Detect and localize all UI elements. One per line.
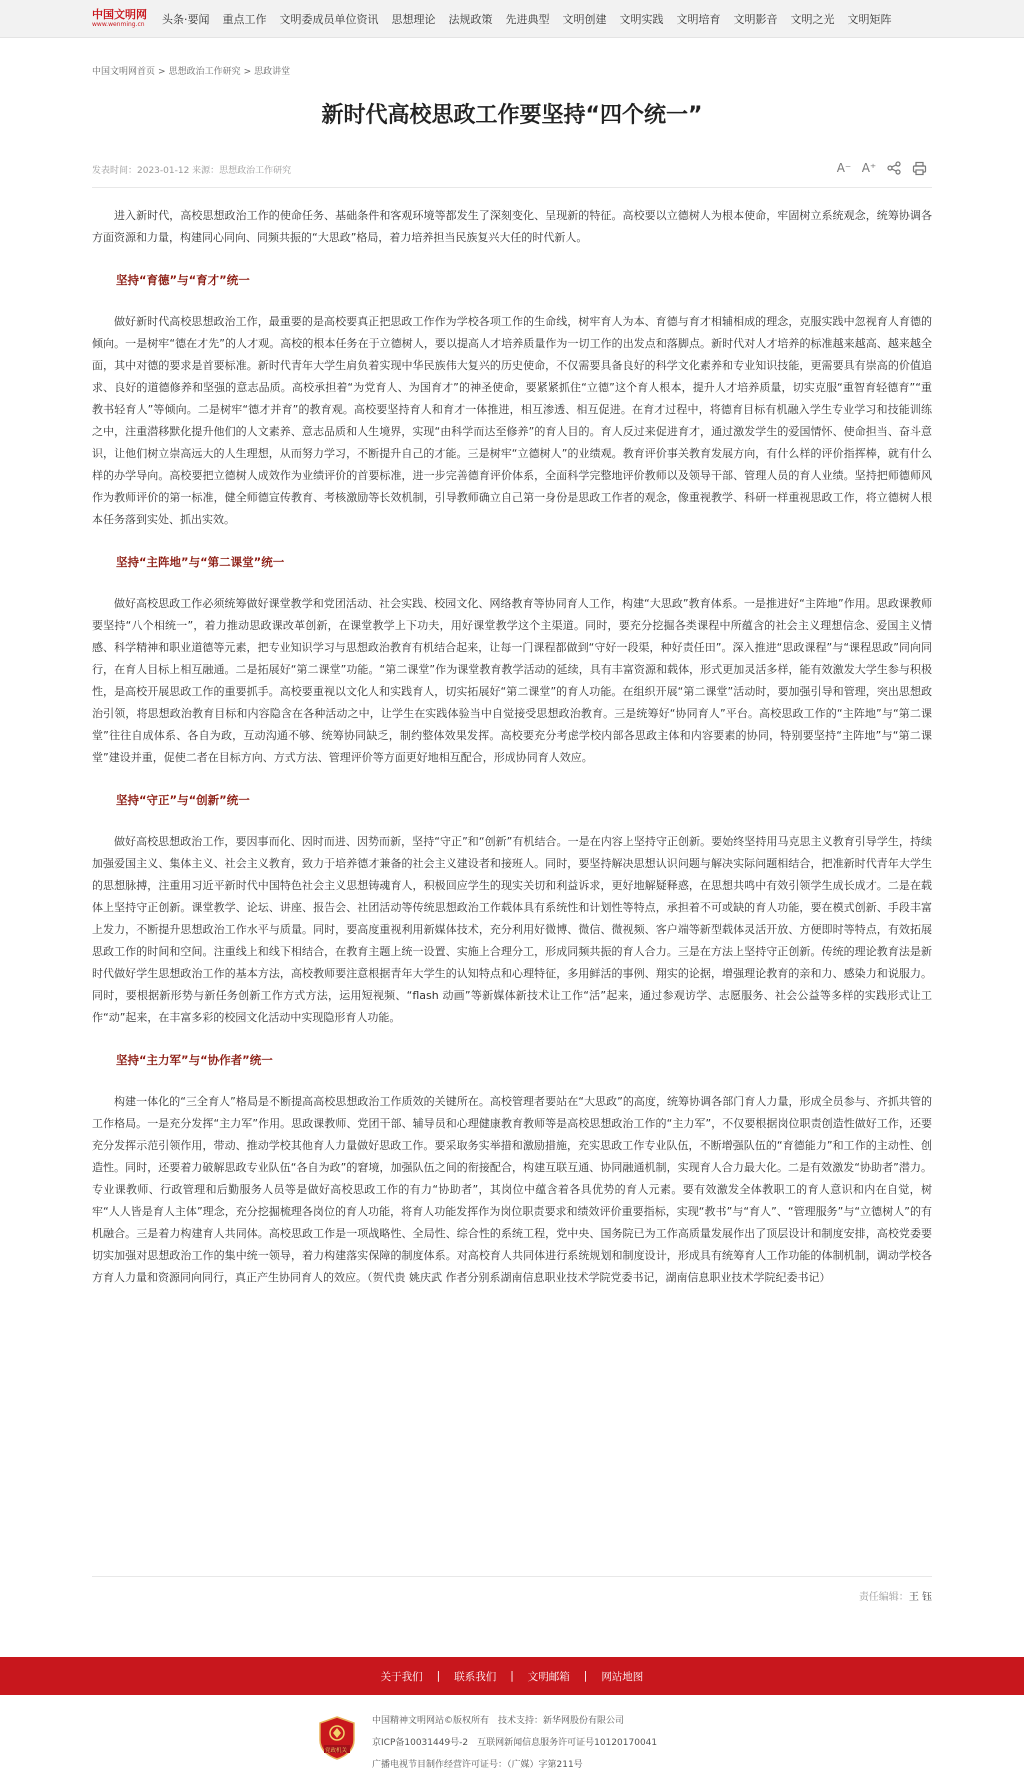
breadcrumb-item-2[interactable]: 思想政治工作研究: [168, 67, 241, 77]
font-increase-icon: A⁺: [861, 161, 877, 175]
article-meta: [92, 159, 932, 179]
site-logo[interactable]: [92, 6, 150, 32]
article-tools: [828, 159, 928, 177]
breadcrumb: [92, 64, 290, 77]
nav-item-10[interactable]: 文明影音: [733, 12, 778, 26]
nav-item-3[interactable]: 文明委成员单位资讯: [279, 12, 379, 26]
font-decrease-button[interactable]: [835, 159, 853, 177]
footer-separator: |: [510, 1670, 514, 1682]
breadcrumb-item-3[interactable]: 思政讲堂: [254, 67, 291, 77]
responsible-editor: [859, 1588, 932, 1603]
footer-copyright: [372, 1710, 657, 1776]
footer-links-bar: [0, 1657, 1024, 1695]
logo-text: 中国文明网: [92, 8, 147, 21]
print-button[interactable]: [910, 159, 928, 177]
nav-menu: [162, 11, 905, 27]
breadcrumb-separator: >: [158, 67, 166, 77]
section-body-1: 做好新时代高校思想政治工作，最重要的是高校要真正把思政工作作为学校各项工作的生命线，树牢育人为本、育德与育才相辅相成的理念，克服实践中忽视育人育德的倾向。一是树牢“德在才先”的人才观。高校的根本任务在于立德树人，要以提高人才培养质量作为一切工作的出发点和落脚点。新时代对人才培养的标准越来越高、越来越全面，其中对德的要求是首要标准。新时代青年大学生肩负着实现中华民族伟大复兴的历史使命，不仅需要具备良好的科学文化素养和专业知识技能，更需要具有崇高的价值追求、良好的道德修养和坚强的意志品质。高校承担着“为党育人、为国育才”的神圣使命，要紧紧抓住“立德”这个育人根本，提升人才培养质量，切实克服“重智育轻德育”“重教书轻育人”等倾向。二是树牢“德才并育”的教育观。高校要坚持育人和育才一体推进，相互渗透、相互促进。在育才过程中，将德育目标有机融入学生专业学习和技能训练之中，注重潜移默化提升他们的人文素养、意志品质和人生境界，实现“由科学而达至修养”的育人目的。育人反过来促进育才，通过激发学生的爱国情怀、使命担当、奋斗意识，让他们树立崇高远大的人生理想，从而努力学习，不断提升自己的才能。三是树牢“立德树人”的业绩观。教育评价事关教育发展方向，有什么样的评价指挥棒，就有什么样的办学导向。高校要把立德树人成效作为业绩评价的首要标准，进一步完善德育评价体系，全面科学完整地评价教师以及领导干部、管理人员的育人业绩。坚持把师德师风作为教师评价的第一标准，健全师德宣传教育、考核激励等长效机制，引导教师确立自己第一身份是思政工作者的观念，像重视教学、科研一样重视思政工作，将立德树人根本任务落到实处、抓出实效。: [92, 315, 932, 526]
print-icon: [912, 161, 927, 176]
section-heading-1: 坚持“育德”与“育才”统一: [116, 273, 250, 287]
share-icon: [887, 161, 901, 175]
footer-link-sitemap[interactable]: 网站地图: [601, 1670, 644, 1683]
footer-link-mailbox[interactable]: 文明邮箱: [527, 1670, 570, 1683]
section-heading-3: 坚持“守正”与“创新”统一: [116, 793, 250, 807]
section-body-4: 构建一体化的“三全育人”格局是不断提高高校思想政治工作质效的关键所在。高校管理者要站在“大思政”的高度，统筹协调各部门育人力量，形成全员参与、齐抓共管的工作格局。一是充分发挥“主力军”作用。思政课教师、党团干部、辅导员和心理健康教育教师等是高校思想政治工作的“主力军”，不仅要根据岗位职责创造性做好工作，还要充分发挥示范引领作用，带动、推动学校其他育人力量做好思政工作。要采取务实举措和激励措施，充实思政工作专业队伍，不断增强队伍的“育德能力”和工作的主动性、创造性。同时，还要着力破解思政专业队伍“各自为政”的窘境，加强队伍之间的衔接配合，构建互联互通、协同融通机制，实现育人合力最大化。二是有效激发“协助者”潜力。专业课教师、行政管理和后勤服务人员等是做好高校思政工作的有力“协助者”，其岗位中蕴含着各具优势的育人元素。要有效激发全体教职工的育人意识和内在自觉，树牢“人人皆是育人主体”理念，充分挖掘梳理各岗位的育人功能，将育人功能发挥作为岗位职责要求和绩效评价重要指标，实现“教书”与“育人”、“管理服务”与“立德树人”的有机融合。三是着力构建育人共同体。高校思政工作是一项战略性、全局性、综合性的系统工程，党中央、国务院已为工作高质量发展作出了顶层设计和制度安排，高校党委要切实加强对思想政治工作的集中统一领导，着力构建落实保障的制度体系。对高校育人共同体进行系统规划和制度设计，形成具有统筹育人工作功能的体制机制，调动学校各方育人力量和资源同向同行，真正产生协同育人的效应。（贺代贵 姚庆武 作者分别系湖南信息职业技术学院党委书记，湖南信息职业技术学院纪委书记）: [92, 1095, 932, 1284]
badge-label: 党政机关: [325, 1748, 348, 1754]
nav-item-12[interactable]: 文明矩阵: [847, 12, 892, 26]
logo-url: www.wenming.cn: [92, 21, 145, 28]
page-title: 新时代高校思政工作要坚持“四个统一”: [321, 103, 703, 128]
editor-name: 王 钰: [908, 1592, 932, 1603]
nav-item-9[interactable]: 文明培育: [676, 12, 721, 26]
nav-item-11[interactable]: 文明之光: [790, 12, 835, 26]
nav-item-6[interactable]: 先进典型: [505, 12, 550, 26]
article-end-divider: [92, 1576, 932, 1577]
nav-item-5[interactable]: 法规政策: [448, 12, 493, 26]
footer-link-contact[interactable]: 联系我们: [454, 1670, 497, 1683]
top-navigation: [0, 0, 1024, 38]
footer-separator: |: [583, 1670, 588, 1682]
nav-item-8[interactable]: 文明实践: [619, 12, 664, 26]
article-intro: 进入新时代，高校思想政治工作的使命任务、基础条件和客观环境等都发生了深刻变化、呈现新的特征。高校要以立德树人为根本使命，牢固树立系统观念，统筹协调各方面资源和力量，构建同心同向、同频共振的“大思政”格局，着力培养担当民族复兴大任的时代新人。: [92, 209, 932, 244]
publish-info: 发表时间：2023-01-12 来源：思想政治工作研究: [92, 166, 292, 176]
nav-item-2[interactable]: 重点工作: [222, 12, 267, 26]
footer-separator: |: [436, 1670, 441, 1682]
footer-line-3: 广播电视节目制作经营许可证号：（广媒）字第211号: [372, 1760, 583, 1770]
section-body-2: 做好高校思政工作必须统筹做好课堂教学和党团活动、社会实践、校园文化、网络教育等协同育人工作，构建“大思政”教育体系。一是推进好“主阵地”作用。思政课教师要坚持“八个相统一”，着力推动思政课改革创新，在课堂教学上下功夫，用好课堂教学这个主渠道。同时，要充分挖掘各类课程中所蕴含的社会主义理想信念、爱国主义情感、科学精神和职业道德等元素，把专业知识学习与思想政治教育有机结合起来，让每一门课程都做到“守好一段渠，种好责任田”。深入推进“思政课程”与“课程思政”同向同行，在育人目标上相互融通。二是拓展好“第二课堂”功能。“第二课堂”作为课堂教育教学活动的延续，具有丰富资源和载体，形式更加灵活多样，能有效激发大学生参与积极性，是高校开展思政工作的重要抓手。高校要重视以文化人和实践育人，切实拓展好“第二课堂”的育人功能。在组织开展“第二课堂”活动时，要加强引导和管理，突出思想政治引领，将思想政治教育目标和内容隐含在各种活动之中，让学生在实践体验当中自觉接受思想政治教育。三是统筹好“协同育人”平台。高校思政工作的“主阵地”与“第二课堂”往往自成体系、各自为政，互动沟通不够、统筹协同缺乏，制约整体效果发挥。高校要充分考虑学校内部各思政主体和内容要素的协同，特别要坚持“主阵地”与“第二课堂”建设并重，促使二者在目标方向、方式方法、管理评价等方面更好地相互配合，形成协同育人效应。: [92, 597, 932, 764]
nav-item-7[interactable]: 文明创建: [562, 12, 607, 26]
nav-item-1[interactable]: 头条·要闻: [162, 12, 210, 26]
breadcrumb-item-1[interactable]: 中国文明网首页: [92, 67, 156, 77]
section-heading-4: 坚持“主力军”与“协作者”统一: [116, 1053, 273, 1067]
government-site-badge[interactable]: [318, 1716, 356, 1760]
font-increase-button[interactable]: [860, 159, 878, 177]
nav-item-4[interactable]: 思想理论: [391, 12, 436, 26]
section-heading-2: 坚持“主阵地”与“第二课堂”统一: [116, 555, 285, 569]
footer-link-about[interactable]: 关于我们: [380, 1670, 423, 1683]
meta-divider: [92, 187, 932, 188]
font-decrease-icon: A⁻: [836, 161, 852, 175]
breadcrumb-separator: >: [243, 67, 252, 77]
section-body-3: 做好高校思想政治工作，要因事而化、因时而进、因势而新，坚持“守正”和“创新”有机结合。一是在内容上坚持守正创新。要始终坚持用马克思主义教育引导学生，持续加强爱国主义、集体主义、社会主义教育，致力于培养德才兼备的社会主义建设者和接班人。同时，要坚持解决思想认识问题与解决实际问题相结合，把准新时代青年大学生的思想脉搏，注重用习近平新时代中国特色社会主义思想铸魂育人，积极回应学生的现实关切和利益诉求，更好地解疑释惑，在思想共鸣中有效引领学生成长成才。二是在载体上坚持守正创新。课堂教学、论坛、讲座、报告会、社团活动等传统思想政治工作载体具有系统性和计划性等特点，承担着不可或缺的育人功能，要在模式创新、手段丰富上发力，不断提升思想政治工作水平与质量。同时，要高度重视利用新媒体技术，充分利用好微博、微信、微视频、客户端等新型载体灵活开放、方便即时等特点，有效拓展思政工作的时间和空间。注重线上和线下相结合，在教育主题上统一设置、实施上合理分工，形成同频共振的育人合力。三是在方法上坚持守正创新。传统的理论教育法是新时代做好学生思想政治工作的基本方法，高校教师要注意根据青年大学生的认知特点和心理特征，多用鲜活的事例、翔实的论据，增强理论教育的亲和力、感染力和说服力。同时，要根据新形势与新任务创新工作方式方法，运用短视频、“flash 动画”等新媒体新技术让工作“活”起来，通过参观访学、志愿服务、社会公益等多样的实践形式让工作“动”起来，在丰富多彩的校园文化活动中实现隐形育人功能。: [92, 835, 932, 1024]
editor-label: 责任编辑：: [858, 1592, 909, 1603]
footer-line-2: 京ICP备10031449号-2 互联网新闻信息服务许可证号10120170041: [372, 1738, 658, 1748]
footer-line-1: 中国精神文明网站©版权所有 技术支持：新华网股份有限公司: [372, 1716, 625, 1726]
footer-info: [318, 1710, 738, 1782]
article-body: [92, 205, 932, 1289]
share-button[interactable]: [885, 159, 903, 177]
